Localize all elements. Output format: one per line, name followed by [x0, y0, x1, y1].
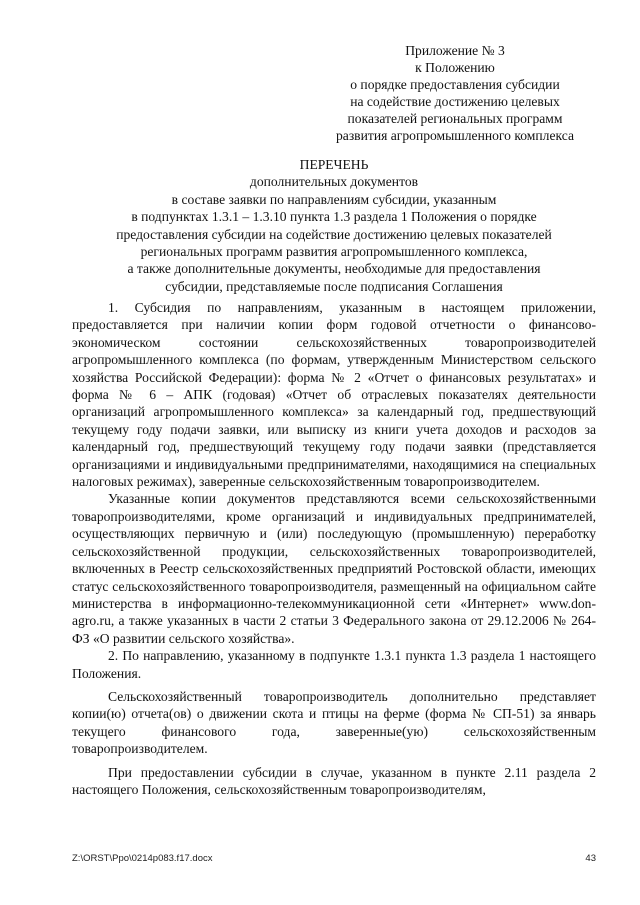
- annex-line: на содействие достижению целевых: [350, 94, 560, 109]
- title-line: предоставления субсидии на содействие достижению целевых показателей: [116, 226, 552, 242]
- annex-line: о порядке предоставления субсидии: [350, 77, 560, 92]
- title-line: а также дополнительные документы, необходимые для предоставления: [127, 261, 541, 277]
- page-number: 43: [585, 853, 596, 864]
- paragraph-5: При предоставлении субсидии в случае, указанном в пункте 2.11 раздела 2 настоящего Положения, сельскохозяйственным товаропроизводителям,: [72, 764, 596, 797]
- annex-line: Приложение № 3: [405, 43, 505, 58]
- title-line: региональных программ развития агропромышленного комплекса,: [140, 244, 528, 260]
- title-line: субсидии, представляемые после подписания Соглашения: [165, 278, 503, 294]
- document-title: [72, 156, 596, 295]
- paragraph-4: Сельскохозяйственный товаропроизводитель дополнительно представляет копии(ю) отчета(ов) о движении скота и птицы на ферме (форма № СП-51) за январь текущего финансового года, заверенные(ую) сельскохозяйственным товаропроизводителем.: [72, 688, 596, 757]
- title-line: в подпунктах 1.3.1 – 1.3.10 пункта 1.3 раздела 1 Положения о порядке: [131, 209, 537, 225]
- file-path: Z:\ORST\Ppo\0214p083.f17.docx: [72, 853, 213, 864]
- title-line: в составе заявки по направлениям субсидии, указанным: [171, 191, 497, 207]
- title-heading: ПЕРЕЧЕНЬ: [299, 157, 369, 172]
- paragraph-2: Указанные копии документов представляются всеми сельскохозяйственными товаропроизводителями, кроме организаций и индивидуальных предпринимателей, осуществляющих первичную и (или) последующую (промышленную) переработку сельскохозяйственной продукции, сельскохозяйственных товаропроизводителей, включенных в Реестр сельскохозяйственных предприятий Ростовской области, имеющих статус сельскохозяйственного товаропроизводителя, размещенный на официальном сайте министерства в информационно-телекоммуникационной сети «Интернет» www.don-agro.ru, а также указанных в части 2 статьи 3 Федерального закона от 29.12.2006 № 264-ФЗ «О развитии сельского хозяйства».: [72, 491, 596, 646]
- paragraph-1: 1. Субсидия по направлениям, указанным в настоящем приложении, предоставляется при наличии копии форм годовой отчетности о финансово-экономическом состоянии сельскохозяйственных товаропроизводителей агропромышленного комплекса (по формам, утвержденным Министерством сельского хозяйства Российской Федерации): форма № 2 «Отчет о финансовых результатах» и форма № 6 – АПК (годовая) «Отчет об отраслевых показателях деятельности организаций агропромышленного комплекса» за календарный год, предшествующий текущему году подачи заявки, или выписку из книги учета доходов и расходов за календарный год, предшествующий текущему году подачи заявки (представляется организациями и индивидуальными предпринимателями, находящимися на специальных налоговых режимах), заверенные сельскохозяйственным товаропроизводителем.: [72, 300, 596, 490]
- title-line: дополнительных документов: [249, 174, 419, 190]
- document-body: [72, 299, 596, 798]
- annex-header: [318, 42, 592, 144]
- annex-line: развития агропромышленного комплекса: [335, 128, 575, 143]
- paragraph-3: 2. По направлению, указанному в подпункте 1.3.1 пункта 1.3 раздела 1 настоящего Положения.: [72, 648, 596, 681]
- annex-line: к Положению: [415, 60, 495, 75]
- annex-line: показателей региональных программ: [347, 111, 563, 126]
